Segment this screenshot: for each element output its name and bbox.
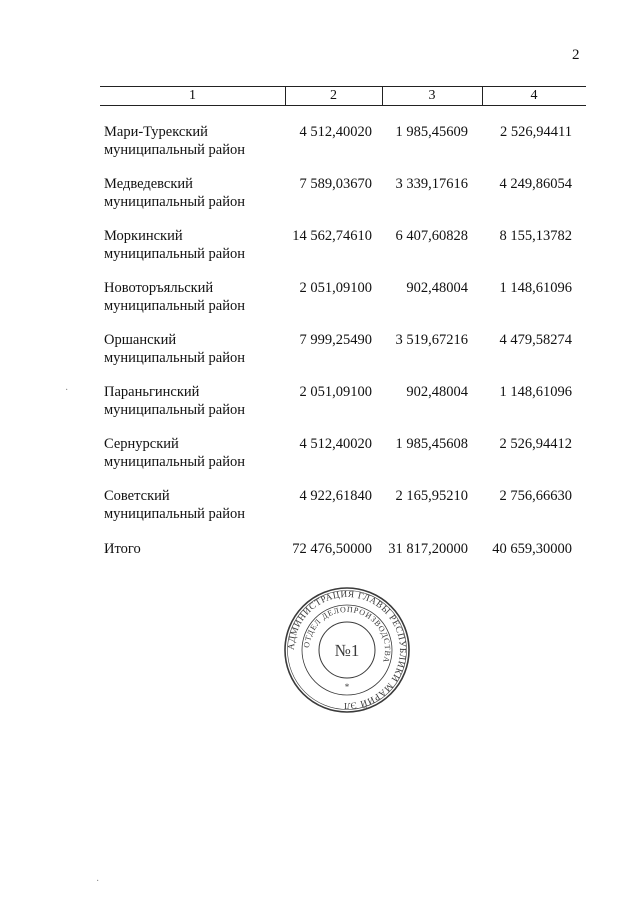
district-name [104,487,284,523]
cell-col4: 2 756,66630 [499,488,572,504]
cell-col4: 8 155,13782 [499,228,572,244]
cell-col3: 902,48004 [406,280,468,296]
cell-col4: 2 526,94411 [500,124,572,140]
cell-col2: 7 999,25490 [299,332,372,348]
district-name-line1: Сернурский [104,436,179,452]
district-name-line2: муниципальный район [104,506,245,522]
cell-col4: 1 148,61096 [499,384,572,400]
cell-col4: 2 526,94412 [499,436,572,452]
district-name-line2: муниципальный район [104,350,245,366]
district-name-line1: Советский [104,488,170,504]
district-name [104,227,284,263]
cell-col3: 2 165,95210 [395,488,468,504]
district-name [104,383,284,419]
district-name-line2: муниципальный район [104,246,245,262]
district-name-line1: Мари-Турекский [104,124,208,140]
column-header-3: 3 [382,87,483,105]
total-col2: 72 476,50000 [292,541,372,557]
total-col4: 40 659,30000 [492,541,572,557]
cell-col3: 3 519,67216 [395,332,468,348]
district-name-line1: Оршанский [104,332,177,348]
cell-col3: 6 407,60828 [395,228,468,244]
district-name-line2: муниципальный район [104,194,245,210]
cell-col4: 1 148,61096 [499,280,572,296]
cell-col4: 4 249,86054 [499,176,572,192]
column-header-4: 4 [530,88,538,103]
scan-speck: · [96,876,100,887]
total-col3: 31 817,20000 [388,541,468,557]
official-seal [283,586,411,714]
cell-col4: 4 479,58274 [499,332,572,348]
district-name [104,435,284,471]
cell-col2: 4 512,40020 [299,436,372,452]
cell-col3: 3 339,17616 [395,176,468,192]
district-name-line2: муниципальный район [104,402,245,418]
cell-col3: 902,48004 [406,384,468,400]
cell-col2: 7 589,03670 [299,176,372,192]
scan-speck: · [65,385,69,396]
district-name [104,123,284,159]
seal-center-number: №1 [334,641,360,660]
district-name-line1: Новоторъяльский [104,280,214,296]
district-name [104,175,284,211]
cell-col3: 1 985,45609 [395,124,468,140]
district-name-line1: Параньгинский [104,384,200,400]
cell-col2: 4 512,40020 [299,124,372,140]
column-header-2: 2 [285,87,383,105]
district-name-line1: Моркинский [104,228,183,244]
district-name-line2: муниципальный район [104,298,245,314]
cell-col3: 1 985,45608 [395,436,468,452]
seal-star-icon: * [344,682,350,692]
cell-col2: 2 051,09100 [299,280,372,296]
district-name-line2: муниципальный район [104,454,245,470]
total-label: Итого [104,541,141,557]
district-name [104,331,284,367]
column-header-1: 1 [100,87,286,105]
cell-col2: 14 562,74610 [292,228,372,244]
seal-outer-text: АДМИНИСТРАЦИЯ ГЛАВЫ РЕСПУБЛИКИ МАРИЙ ЭЛ [285,588,409,712]
cell-col2: 2 051,09100 [299,384,372,400]
district-name [104,279,284,315]
district-name-line2: муниципальный район [104,142,245,158]
cell-col2: 4 922,61840 [299,488,372,504]
seal-inner-text: ОТДЕЛ ДЕЛОПРОИЗВОДСТВА [301,604,393,665]
page-number: 2 [572,47,580,63]
table-header [100,86,586,106]
district-name-line1: Медведевский [104,176,193,192]
